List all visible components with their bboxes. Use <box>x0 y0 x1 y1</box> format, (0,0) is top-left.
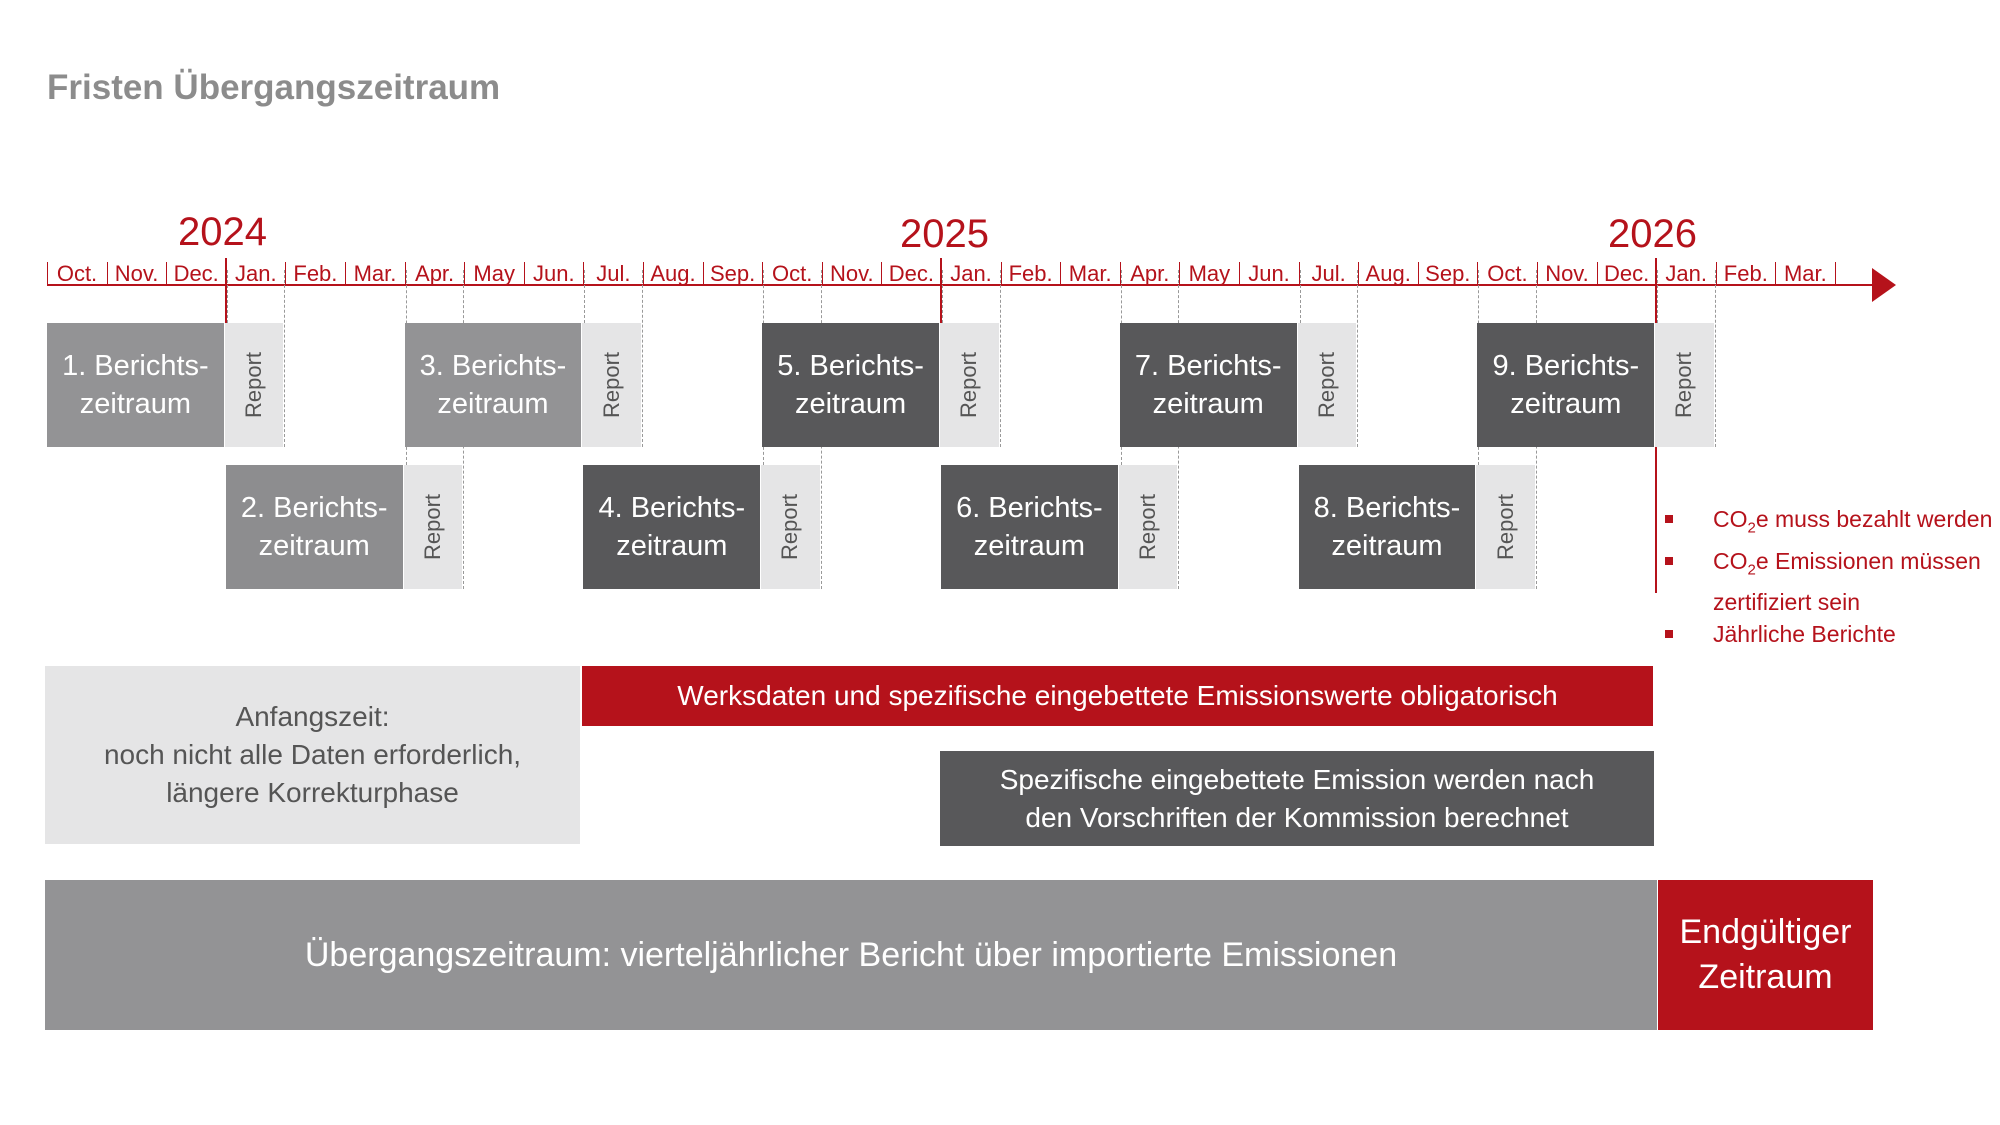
month-label: Oct. <box>1487 261 1528 286</box>
month-label: Oct. <box>772 261 813 286</box>
month-label: Jul. <box>596 261 631 286</box>
month-label: Feb. <box>1008 261 1053 286</box>
reporting-period-label: 8. Berichts- zeitraum <box>1313 492 1461 562</box>
report-label: Report <box>419 493 445 561</box>
reporting-period-box <box>762 323 939 447</box>
dashed-guide-line <box>1357 270 1358 447</box>
bullet-list <box>1663 503 1993 650</box>
reporting-period-label: 1. Berichts- zeitraum <box>62 350 209 420</box>
report-label: Report <box>777 493 803 561</box>
month-label: Jun. <box>1248 261 1290 286</box>
month-label: Dec. <box>173 261 219 286</box>
month-label: Dec. <box>888 261 935 286</box>
commission-rules-box: Spezifische eingebettete Emission werden nach den Vorschriften der Kommission berechnet <box>940 751 1654 846</box>
month-label: Jan. <box>235 261 277 286</box>
reporting-period-box <box>1477 323 1654 447</box>
month-label: Feb. <box>293 261 338 286</box>
initial-phase-box <box>45 666 580 844</box>
month-label: Sep. <box>709 261 756 286</box>
dashed-guide-line <box>1300 270 1301 323</box>
month-label: Dec. <box>1603 261 1650 286</box>
month-label: Jan. <box>950 261 992 286</box>
mandatory-data-bar: Werksdaten und spezifische eingebettete Emissionswerte obligatorisch <box>582 666 1653 726</box>
reporting-period-label: 7. Berichts- zeitraum <box>1134 350 1282 420</box>
initial-phase-text: Anfangszeit: noch nicht alle Daten erforderlich, längere Korrekturphase <box>103 701 522 808</box>
report-label: Report <box>1135 493 1161 561</box>
final-period-box: Endgültiger Zeitraum <box>1658 880 1873 1030</box>
timeline-arrowhead-icon <box>1872 268 1896 302</box>
reporting-period-label: 2. Berichts- zeitraum <box>240 492 388 562</box>
month-label: Jul. <box>1311 261 1346 286</box>
dashed-guide-line <box>584 270 585 323</box>
month-tick <box>1835 262 1836 284</box>
month-label: Feb. <box>1723 261 1768 286</box>
reporting-period-box <box>47 323 224 447</box>
page-title: Fristen Übergangszeitraum <box>47 68 501 107</box>
month-label: Apr. <box>1130 261 1170 286</box>
bullet-item: $CO_2e$ Emissionen müssen zertifiziert sein <box>1663 545 1993 619</box>
reporting-period-box <box>1299 465 1476 589</box>
report-label: Report <box>1671 351 1697 419</box>
report-box <box>761 465 820 589</box>
year-label: 2026 <box>1608 212 1697 256</box>
dashed-guide-line <box>1000 270 1001 447</box>
month-label: Aug. <box>1365 261 1411 286</box>
month-label: Mar. <box>1068 261 1112 286</box>
dashed-guide-line <box>227 270 228 323</box>
report-label: Report <box>598 351 624 419</box>
report-label: Report <box>1492 493 1518 561</box>
report-box <box>582 323 641 447</box>
reporting-period-label: 6. Berichts- zeitraum <box>956 492 1103 562</box>
month-label: Apr. <box>415 261 455 286</box>
reporting-period-label: 4. Berichts- zeitraum <box>598 492 746 562</box>
dashed-guide-line <box>1657 270 1658 323</box>
bullet-item: $CO_2e$ muss bezahlt werden <box>1663 503 1993 545</box>
report-box <box>225 323 284 447</box>
reporting-period-box <box>405 323 582 447</box>
month-label: Nov. <box>829 261 874 286</box>
report-box <box>940 323 999 447</box>
month-label: Mar. <box>353 261 397 286</box>
reporting-period-box <box>1120 323 1297 447</box>
reporting-period-label: 3. Berichts- zeitraum <box>419 350 567 420</box>
month-label: Aug. <box>650 261 696 286</box>
dashed-guide-line <box>1715 270 1716 447</box>
dashed-guide-line <box>642 270 643 447</box>
report-box <box>1476 465 1535 589</box>
month-label: Jan. <box>1665 261 1707 286</box>
report-box <box>404 465 463 589</box>
month-label: Oct. <box>56 261 98 286</box>
month-label: May <box>473 261 515 286</box>
report-box <box>1298 323 1357 447</box>
report-label: Report <box>1313 351 1339 419</box>
month-label: Nov. <box>1545 261 1589 286</box>
month-label: Nov. <box>114 261 159 286</box>
reporting-period-label: 9. Berichts- zeitraum <box>1492 350 1640 420</box>
reporting-period-box <box>583 465 760 589</box>
report-label: Report <box>956 351 982 419</box>
report-label: Report <box>241 351 267 419</box>
transition-period-bar: Übergangszeitraum: vierteljährlicher Bericht über importierte Emissionen <box>45 880 1657 1030</box>
dashed-guide-line <box>284 270 285 447</box>
reporting-period-box <box>226 465 403 589</box>
month-label: Sep. <box>1425 261 1471 286</box>
month-label: Jun. <box>533 261 575 286</box>
report-box <box>1655 323 1714 447</box>
dashed-guide-line <box>942 270 943 323</box>
year-label: 2025 <box>900 212 989 256</box>
reporting-period-label: 5. Berichts- zeitraum <box>777 350 924 420</box>
year-label: 2024 <box>178 210 267 254</box>
bullet-item: Jährliche Berichte <box>1663 618 1993 650</box>
month-label: Mar. <box>1783 261 1827 286</box>
month-label: May <box>1188 261 1231 286</box>
reporting-period-box <box>941 465 1118 589</box>
report-box <box>1119 465 1178 589</box>
